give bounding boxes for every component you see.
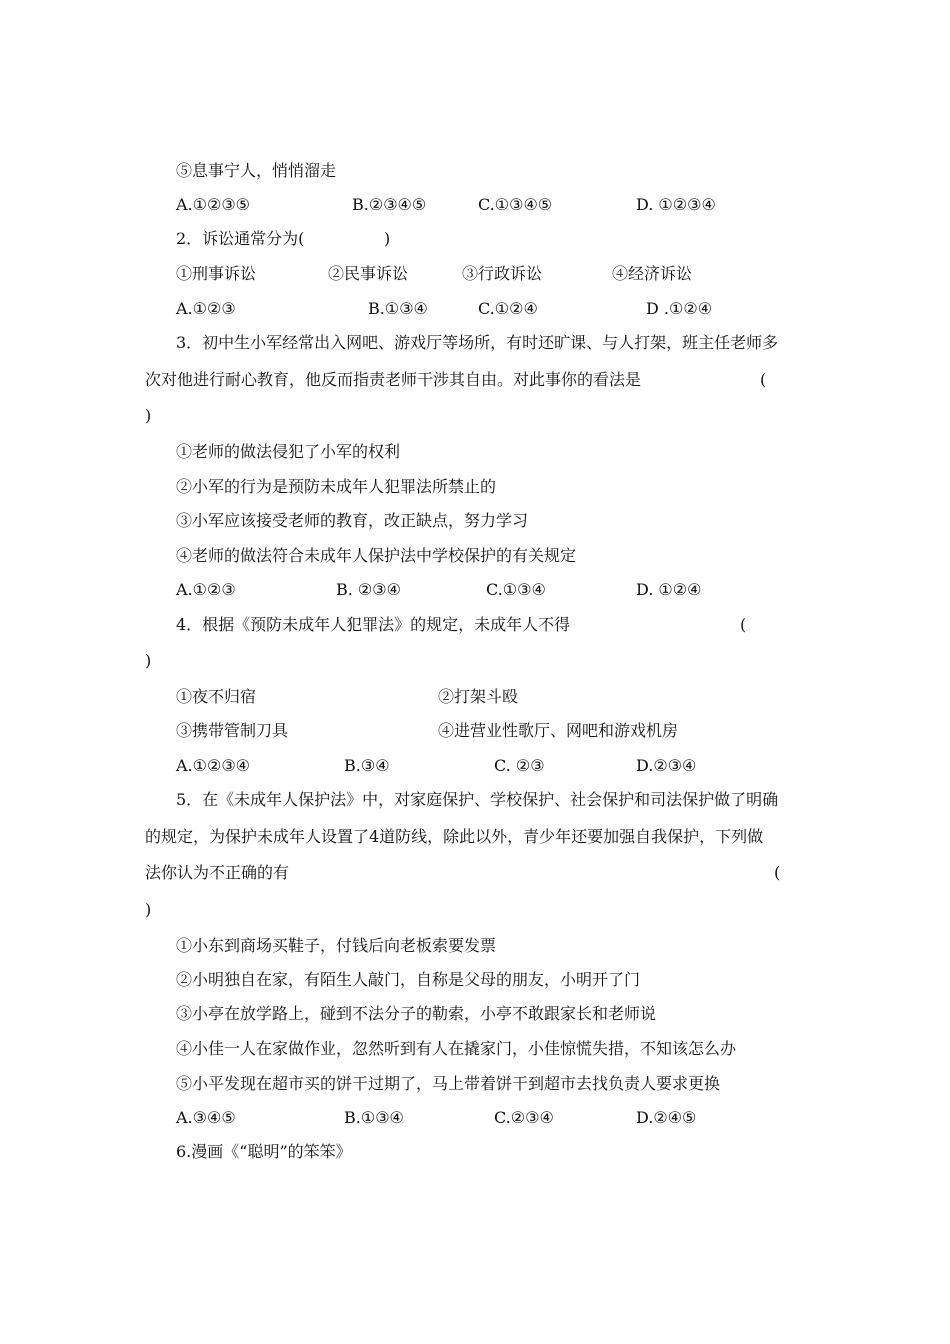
q3-item-2: ②小军的行为是预防未成年人犯罪法所禁止的 (176, 477, 497, 496)
q6-stem: 6.漫画《“聪明”的笨笨》 (176, 1142, 352, 1161)
q5-paren-open: ( (774, 863, 781, 882)
q4-item-4: ④进营业性歌厅、网吧和游戏机房 (438, 721, 679, 740)
q2-stem: 2．诉讼通常分为( (176, 229, 305, 248)
q3-stem-line-2: 次对他进行耐心教育，他反而指责老师干涉其自由。对此事你的看法是 (145, 370, 642, 389)
q1-option-a: A.①②③⑤ (176, 195, 251, 214)
q1-option-b: B.②③④⑤ (352, 195, 427, 214)
q3-option-c: C.①③④ (486, 580, 546, 599)
q3-option-b: B. ②③④ (336, 580, 401, 599)
q4-stem: 4．根据《预防未成年人犯罪法》的规定，未成年人不得 (176, 615, 571, 634)
q3-item-1: ①老师的做法侵犯了小军的权利 (176, 442, 401, 461)
q3-option-a: A.①②③ (176, 580, 236, 599)
q2-option-a: A.①②③ (176, 299, 236, 318)
q2-item-1: ①刑事诉讼 (176, 264, 257, 283)
q3-item-3: ③小军应该接受老师的教育，改正缺点，努力学习 (176, 511, 529, 530)
q3-option-d: D. ①②④ (636, 580, 702, 599)
q5-stem-line-2: 的规定，为保护未成年人设置了4道防线，除此以外，青少年还要加强自我保护，下列做 (145, 827, 764, 846)
q4-option-c: C. ②③ (494, 756, 545, 775)
q4-option-b: B.③④ (344, 756, 390, 775)
q2-item-4: ④经济诉讼 (612, 264, 693, 283)
q4-item-2: ②打架斗殴 (438, 687, 519, 706)
q4-paren-close: ) (145, 651, 152, 670)
q2-paren-close: ) (384, 229, 391, 248)
q4-item-3: ③携带管制刀具 (176, 721, 289, 740)
q4-paren-open: ( (740, 615, 747, 634)
q3-paren-open: ( (760, 370, 767, 389)
q1-option-c: C.①③④⑤ (478, 195, 553, 214)
q3-paren-close: ) (145, 406, 152, 425)
q5-item-5: ⑤小平发现在超市买的饼干过期了，马上带着饼干到超市去找负责人要求更换 (176, 1074, 721, 1093)
q5-stem-line-1: 5．在《未成年人保护法》中，对家庭保护、学校保护、社会保护和司法保护做了明确 (176, 790, 779, 809)
q4-option-d: D.②③④ (636, 756, 697, 775)
q5-option-d: D.②④⑤ (636, 1108, 697, 1127)
q5-item-1: ①小东到商场买鞋子，付钱后向老板索要发票 (176, 936, 497, 955)
q2-option-c: C.①②④ (478, 299, 538, 318)
q5-item-4: ④小佳一人在家做作业，忽然听到有人在撬家门，小佳惊慌失措，不知该怎么办 (176, 1039, 737, 1058)
q2-option-b: B.①③④ (368, 299, 428, 318)
q5-paren-close: ) (145, 900, 152, 919)
q1-option-d: D. ①②③④ (636, 195, 716, 214)
q5-option-b: B.①③④ (344, 1108, 404, 1127)
q4-option-a: A.①②③④ (176, 756, 251, 775)
q3-stem-line-1: 3．初中生小军经常出入网吧、游戏厅等场所，有时还旷课、与人打架，班主任老师多 (176, 333, 779, 352)
q5-option-c: C.②③④ (494, 1108, 554, 1127)
q5-stem-line-3: 法你认为不正确的有 (145, 863, 290, 882)
q2-option-d: D .①②④ (646, 299, 713, 318)
q5-option-a: A.③④⑤ (176, 1108, 236, 1127)
q4-item-1: ①夜不归宿 (176, 687, 257, 706)
q1-item-5: ⑤息事宁人，悄悄溜走 (176, 161, 337, 180)
q5-item-3: ③小亭在放学路上，碰到不法分子的勒索，小亭不敢跟家长和老师说 (176, 1004, 657, 1023)
q5-item-2: ②小明独自在家，有陌生人敲门，自称是父母的朋友，小明开了门 (176, 970, 641, 989)
q2-item-2: ②民事诉讼 (328, 264, 409, 283)
q3-item-4: ④老师的做法符合未成年人保护法中学校保护的有关规定 (176, 546, 577, 565)
q2-item-3: ③行政诉讼 (462, 264, 543, 283)
